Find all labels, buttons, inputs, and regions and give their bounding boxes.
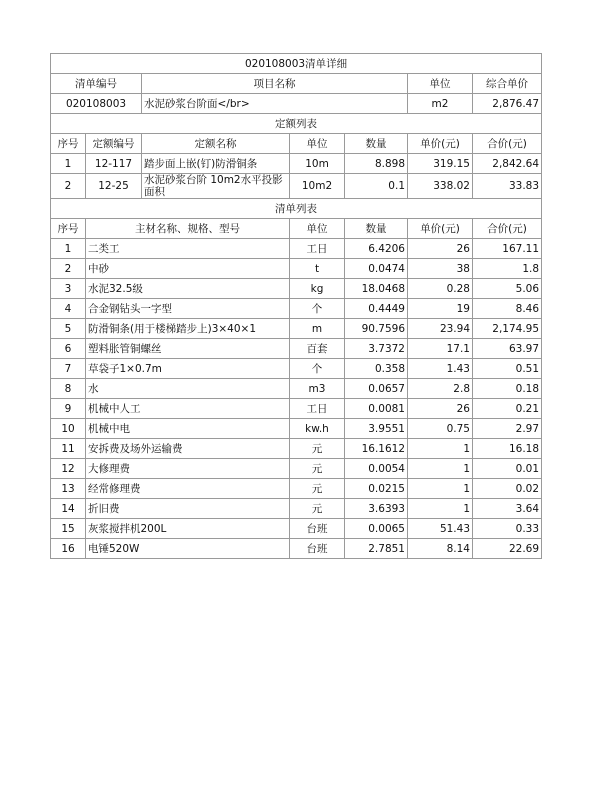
material-name: 防滑铜条(用于楼梯踏步上)3×40×1 <box>86 319 290 339</box>
material-row <box>51 339 542 359</box>
material-price: 2.8 <box>408 379 473 399</box>
material-unit: 台班 <box>290 539 345 559</box>
row-number: 8 <box>51 379 86 399</box>
material-price: 1.43 <box>408 359 473 379</box>
column-header: 数量 <box>345 219 408 239</box>
quota-total: 33.83 <box>473 174 542 199</box>
material-price: 1 <box>408 439 473 459</box>
material-qty: 16.1612 <box>345 439 408 459</box>
quota-column-header <box>51 134 542 154</box>
bill-name: 水泥砂浆台阶面</br> <box>142 94 408 114</box>
material-name: 机械中电 <box>86 419 290 439</box>
material-row <box>51 259 542 279</box>
material-name: 大修理费 <box>86 459 290 479</box>
price-label: 综合单价 <box>473 74 542 94</box>
material-price: 0.75 <box>408 419 473 439</box>
material-name: 电锤520W <box>86 539 290 559</box>
quota-section-title: 定额列表 <box>51 114 542 134</box>
quota-unit: 10m <box>290 154 345 174</box>
material-row <box>51 499 542 519</box>
quota-row <box>51 174 542 199</box>
row-number: 11 <box>51 439 86 459</box>
material-row <box>51 379 542 399</box>
column-header: 单价(元) <box>408 219 473 239</box>
material-qty: 90.7596 <box>345 319 408 339</box>
bill-price: 2,876.47 <box>473 94 542 114</box>
column-header: 单位 <box>290 219 345 239</box>
row-number: 12 <box>51 459 86 479</box>
name-label: 项目名称 <box>142 74 408 94</box>
materials-section-title: 清单列表 <box>51 199 542 219</box>
bill-detail-table <box>50 53 542 559</box>
row-number: 6 <box>51 339 86 359</box>
material-row <box>51 299 542 319</box>
material-price: 8.14 <box>408 539 473 559</box>
material-name: 安拆费及场外运输费 <box>86 439 290 459</box>
row-number: 2 <box>51 259 86 279</box>
material-qty: 3.6393 <box>345 499 408 519</box>
material-name: 经常修理费 <box>86 479 290 499</box>
row-number: 10 <box>51 419 86 439</box>
material-total: 0.21 <box>473 399 542 419</box>
material-qty: 0.0065 <box>345 519 408 539</box>
material-total: 167.11 <box>473 239 542 259</box>
material-total: 63.97 <box>473 339 542 359</box>
material-total: 2,174.95 <box>473 319 542 339</box>
quota-price: 319.15 <box>408 154 473 174</box>
column-header: 数量 <box>345 134 408 154</box>
material-total: 1.8 <box>473 259 542 279</box>
row-number: 14 <box>51 499 86 519</box>
material-qty: 6.4206 <box>345 239 408 259</box>
material-name: 机械中人工 <box>86 399 290 419</box>
material-total: 0.18 <box>473 379 542 399</box>
material-total: 2.97 <box>473 419 542 439</box>
material-qty: 0.0081 <box>345 399 408 419</box>
column-header: 单位 <box>290 134 345 154</box>
unit-label: 单位 <box>408 74 473 94</box>
material-price: 38 <box>408 259 473 279</box>
page-title: 020108003清单详细 <box>51 54 542 74</box>
material-row <box>51 479 542 499</box>
bill-unit: m2 <box>408 94 473 114</box>
material-unit: 百套 <box>290 339 345 359</box>
material-total: 0.02 <box>473 479 542 499</box>
material-total: 16.18 <box>473 439 542 459</box>
material-qty: 0.0474 <box>345 259 408 279</box>
material-unit: kg <box>290 279 345 299</box>
quota-price: 338.02 <box>408 174 473 199</box>
material-row <box>51 319 542 339</box>
material-unit: 台班 <box>290 519 345 539</box>
row-number: 9 <box>51 399 86 419</box>
material-qty: 3.7372 <box>345 339 408 359</box>
row-number: 3 <box>51 279 86 299</box>
material-unit: 个 <box>290 359 345 379</box>
material-unit: 元 <box>290 459 345 479</box>
material-row <box>51 279 542 299</box>
material-unit: t <box>290 259 345 279</box>
material-qty: 3.9551 <box>345 419 408 439</box>
material-name: 塑料胀管铜螺丝 <box>86 339 290 359</box>
quota-name: 踏步面上嵌(钉)防滑铜条 <box>142 154 290 174</box>
materials-list <box>51 239 542 559</box>
row-number: 1 <box>51 239 86 259</box>
material-total: 22.69 <box>473 539 542 559</box>
column-header: 合价(元) <box>473 134 542 154</box>
row-number: 4 <box>51 299 86 319</box>
material-qty: 18.0468 <box>345 279 408 299</box>
quota-qty: 8.898 <box>345 154 408 174</box>
material-qty: 2.7851 <box>345 539 408 559</box>
material-unit: kw.h <box>290 419 345 439</box>
quota-qty: 0.1 <box>345 174 408 199</box>
quota-code: 12-25 <box>86 174 142 199</box>
row-number: 1 <box>51 154 86 174</box>
material-row <box>51 359 542 379</box>
material-unit: 个 <box>290 299 345 319</box>
column-header: 主材名称、规格、型号 <box>86 219 290 239</box>
material-total: 3.64 <box>473 499 542 519</box>
quota-name: 水泥砂浆台阶 10m2水平投影面积 <box>142 174 290 199</box>
column-header: 合价(元) <box>473 219 542 239</box>
material-total: 5.06 <box>473 279 542 299</box>
material-total: 0.33 <box>473 519 542 539</box>
material-name: 合金钢钻头一字型 <box>86 299 290 319</box>
material-row <box>51 419 542 439</box>
material-qty: 0.358 <box>345 359 408 379</box>
material-total: 0.01 <box>473 459 542 479</box>
material-price: 1 <box>408 459 473 479</box>
material-price: 26 <box>408 399 473 419</box>
material-name: 灰浆搅拌机200L <box>86 519 290 539</box>
code-label: 清单编号 <box>51 74 142 94</box>
material-price: 19 <box>408 299 473 319</box>
material-name: 折旧费 <box>86 499 290 519</box>
column-header: 序号 <box>51 134 86 154</box>
row-number: 5 <box>51 319 86 339</box>
material-name: 水泥32.5级 <box>86 279 290 299</box>
materials-section-row <box>51 199 542 219</box>
material-price: 23.94 <box>408 319 473 339</box>
material-name: 中砂 <box>86 259 290 279</box>
material-price: 51.43 <box>408 519 473 539</box>
quota-unit: 10m2 <box>290 174 345 199</box>
row-number: 13 <box>51 479 86 499</box>
material-row <box>51 439 542 459</box>
quota-code: 12-117 <box>86 154 142 174</box>
row-number: 7 <box>51 359 86 379</box>
material-name: 草袋子1×0.7m <box>86 359 290 379</box>
column-header: 序号 <box>51 219 86 239</box>
row-number: 2 <box>51 174 86 199</box>
material-row <box>51 459 542 479</box>
material-qty: 0.0215 <box>345 479 408 499</box>
material-unit: m3 <box>290 379 345 399</box>
material-unit: 工日 <box>290 239 345 259</box>
material-price: 1 <box>408 499 473 519</box>
material-name: 水 <box>86 379 290 399</box>
bill-code: 020108003 <box>51 94 142 114</box>
material-row <box>51 399 542 419</box>
title-row <box>51 54 542 74</box>
material-qty: 0.0657 <box>345 379 408 399</box>
quota-section-row <box>51 114 542 134</box>
material-price: 0.28 <box>408 279 473 299</box>
row-number: 16 <box>51 539 86 559</box>
material-price: 26 <box>408 239 473 259</box>
header-label-row <box>51 74 542 94</box>
materials-column-header <box>51 219 542 239</box>
material-qty: 0.4449 <box>345 299 408 319</box>
row-number: 15 <box>51 519 86 539</box>
material-row <box>51 519 542 539</box>
column-header: 定额名称 <box>142 134 290 154</box>
material-total: 0.51 <box>473 359 542 379</box>
material-unit: 工日 <box>290 399 345 419</box>
material-row <box>51 239 542 259</box>
material-unit: m <box>290 319 345 339</box>
material-total: 8.46 <box>473 299 542 319</box>
material-unit: 元 <box>290 479 345 499</box>
column-header: 定额编号 <box>86 134 142 154</box>
material-price: 17.1 <box>408 339 473 359</box>
material-unit: 元 <box>290 499 345 519</box>
material-row <box>51 539 542 559</box>
material-name: 二类工 <box>86 239 290 259</box>
material-qty: 0.0054 <box>345 459 408 479</box>
quota-row <box>51 154 542 174</box>
material-price: 1 <box>408 479 473 499</box>
header-value-row <box>51 94 542 114</box>
quota-total: 2,842.64 <box>473 154 542 174</box>
material-unit: 元 <box>290 439 345 459</box>
column-header: 单价(元) <box>408 134 473 154</box>
